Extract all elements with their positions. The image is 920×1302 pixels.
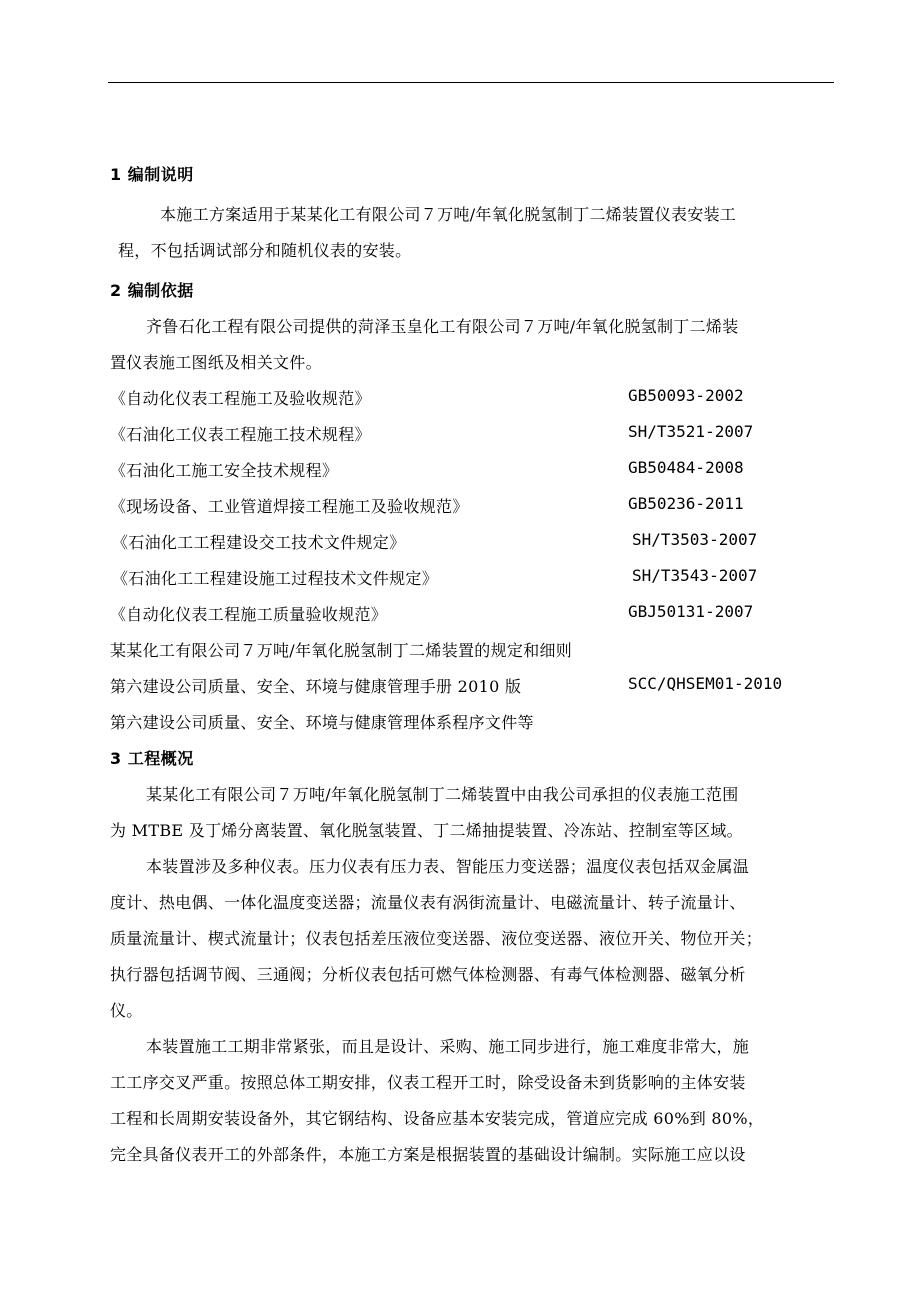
reference-code: SCC/QHSEM01-2010 (628, 674, 783, 693)
reference-code: GBJ50131-2007 (628, 602, 754, 621)
reference-code: GB50093-2002 (628, 386, 744, 405)
reference-title: 《自动化仪表工程施工质量验收规范》 (110, 605, 388, 624)
section-3-line: 本装置施工工期非常紧张，而且是设计、采购、施工同步进行，施工难度非常大，施 (146, 1037, 750, 1056)
header-rule (108, 82, 834, 83)
section-3-line: 执行器包括调节阀、三通阀；分析仪表包括可燃气体检测器、有毒气体检测器、磁氧分析 (110, 965, 746, 984)
reference-title: 《石油化工仪表工程施工技术规程》 (110, 425, 371, 444)
reference-title: 第六建设公司质量、安全、环境与健康管理手册 2010 版 (110, 677, 522, 696)
section-3-line: 完全具备仪表开工的外部条件，本施工方案是根据装置的基础设计编制。实际施工应以设 (110, 1145, 746, 1164)
reference-title: 《石油化工工程建设施工过程技术文件规定》 (112, 569, 439, 588)
section-3-line: 为 MTBE 及丁烯分离装置、氧化脱氢装置、丁二烯抽提装置、冷冻站、控制室等区域。 (110, 821, 743, 840)
reference-code: GB50484-2008 (628, 458, 744, 477)
reference-title: 第六建设公司质量、安全、环境与健康管理体系程序文件等 (110, 713, 534, 732)
section-3-line: 度计、热电偶、一体化温度变送器；流量仪表有涡街流量计、电磁流量计、转子流量计、 (110, 893, 746, 912)
section-3-heading: 3 工程概况 (110, 749, 194, 768)
section-2-line-1: 齐鲁石化工程有限公司提供的菏泽玉皇化工有限公司７万吨/年氧化脱氢制丁二烯装 (146, 317, 739, 336)
reference-title: 某某化工有限公司７万吨/年氧化脱氢制丁二烯装置的规定和细则 (110, 641, 573, 660)
section-3-line: 工程和长周期安装设备外，其它钢结构、设备应基本安装完成，管道应完成 60%到 80%， (110, 1109, 765, 1128)
section-3-line: 本装置涉及多种仪表。压力仪表有压力表、智能压力变送器；温度仪表包括双金属温 (146, 857, 750, 876)
reference-code: SH/T3503-2007 (632, 530, 758, 549)
section-1-line-1: 本施工方案适用于某某化工有限公司７万吨/年氧化脱氢制丁二烯装置仪表安装工 (160, 205, 737, 224)
section-3-line: 工工序交叉严重。按照总体工期安排，仪表工程开工时，除受设备未到货影响的主体安装 (110, 1073, 746, 1092)
reference-code: GB50236-2011 (628, 494, 744, 513)
reference-code: SH/T3521-2007 (628, 422, 754, 441)
reference-title: 《石油化工工程建设交工技术文件规定》 (112, 533, 406, 552)
section-2-line-2: 置仪表施工图纸及相关文件。 (110, 353, 322, 372)
section-3-line: 某某化工有限公司７万吨/年氧化脱氢制丁二烯装置中由我公司承担的仪表施工范围 (146, 785, 739, 804)
section-2-heading: 2 编制依据 (110, 281, 194, 300)
reference-title: 《现场设备、工业管道焊接工程施工及验收规范》 (110, 497, 469, 516)
reference-code: SH/T3543-2007 (632, 566, 758, 585)
reference-title: 《自动化仪表工程施工及验收规范》 (110, 389, 371, 408)
section-3-line: 仪。 (110, 1001, 143, 1020)
section-1-line-2: 程，不包括调试部分和随机仪表的安装。 (118, 241, 412, 260)
reference-title: 《石油化工施工安全技术规程》 (110, 461, 339, 480)
section-1-heading: 1 编制说明 (110, 165, 194, 184)
section-3-line: 质量流量计、楔式流量计；仪表包括差压液位变送器、液位变送器、液位开关、物位开关； (110, 929, 763, 948)
